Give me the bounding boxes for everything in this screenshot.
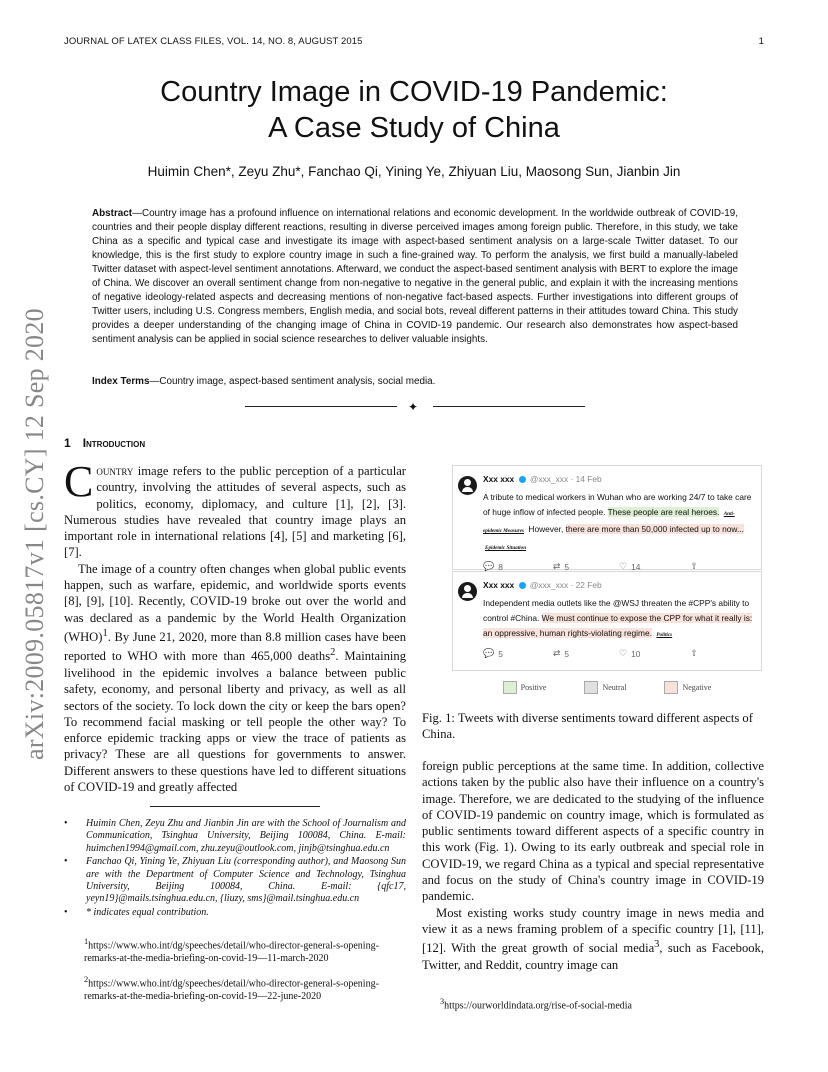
abstract-label: Abstract — [92, 208, 133, 219]
aspect-tag: Epidemic Situation — [485, 545, 527, 551]
tweet-actions — [483, 649, 698, 659]
intro-paragraph-2: The image of a country often changes when global public events happen, such as warfare, epidemic, and worldwide sports events [8], [9], [10]. Recently, COVID-19 broke out over the world and was declared as a pandemic by the World Health Organization (WHO)$^1$. By June 21, 2020, more than 8.8 million cases have been reported to WHO with more than 465,000 deaths$^2$. Maintaining livelihood in the epidemic involves a balance between public safety, economy, and personal liberty and privacy, as well as all sectors of the society. To lock down the city or keep the bars open? To recommend facial masking or tell people the other way? To enforce epidemic tracking apps or view the trace of patients as privacy? These are all questions for governments to answer. Different answers to these questions have led to different situations of COVID-19 and greatly affected — [64, 561, 406, 795]
positive-swatch — [503, 681, 517, 694]
footnote-ref-1[interactable]: 1 — [102, 627, 108, 639]
footnote-2-url[interactable]: https://www.who.int/dg/speeches/detail/who-director-general-s-opening-remarks-at-the-media-briefing-on-covid-19—22-june-2020 — [84, 978, 379, 1002]
heart-icon: ♡ — [619, 649, 628, 659]
share-icon: ⇧ — [690, 562, 698, 572]
right-column-body — [422, 758, 764, 973]
negative-span: there are more than 50,000 infected up to now... — [565, 524, 744, 534]
running-header — [64, 36, 764, 47]
left-column-body — [64, 457, 406, 795]
retweet-icon: ⇄ — [552, 562, 561, 572]
index-terms-text: —Country image, aspect-based sentiment analysis, social media. — [149, 376, 436, 387]
legend-neutral: Neutral — [584, 681, 626, 694]
heart-icon: ♡ — [619, 562, 628, 572]
tweet-author: Xxx xxx — [483, 580, 515, 590]
legend-positive: Positive — [503, 681, 547, 694]
reply-icon: 💬 — [483, 562, 495, 572]
section-divider — [245, 402, 585, 412]
index-terms-label: Index Terms — [92, 376, 150, 387]
abstract-text: —Country image has a profound influence on international relations and economic development. In the worldwide outbreak of COVID-19, countries and their people display different reactions, resulting in diverse perceived images among foreign public. Therefore, in this study, we take China as a specific and typical case and investigate its image with aspect-based sentiment analysis on a large-scale Twitter dataset. To our knowledge, this is the first study to explore country image in such a fine-grained way. To perform the analysis, we first build a manually-labeled Twitter dataset with aspect-level sentiment annotations. Afterward, we conduct the aspect-based sentiment analysis with BERT to explore the image of China. We discover an overall sentiment change from non-negative to negative in the general public, and explain it with the increasing mentions of negative ideology-related aspects and decreasing mentions of non-negative fact-based aspects. Further investigations into different groups of Twitter users, including U.S. Congress members, English media, and social bots, reveal different patterns in their attitudes toward China. This study provides a deeper understanding of the changing image of China in COVID-19 pandemic. Our research also demonstrates how aspect-based sentiment analysis can be applied in social science researches to deliver valuable insights. — [92, 208, 738, 345]
like-count[interactable]: ♡ 10 — [619, 649, 641, 659]
page-number: 1 — [758, 36, 764, 47]
retweet-count[interactable]: ⇄ 5 — [552, 562, 570, 572]
footnote-ref-2[interactable]: 2 — [330, 647, 336, 659]
tweet-author: Xxx xxx — [483, 474, 515, 484]
verified-icon — [519, 476, 526, 483]
divider-line-right — [433, 406, 585, 407]
index-terms — [92, 376, 738, 387]
paper-title — [64, 74, 764, 146]
intro-paragraph-1: Country image refers to the public perception of a particular country, involving the attitudes of several aspects, such as politics, economy, diplomacy, and culture [1], [2], [3]. Numerous studies have revealed that country image plays an important role in international relations [4], [5] and marketing [6], [7]. — [64, 457, 406, 560]
arxiv-watermark: arXiv:2009.05817v1 [cs.CY] 12 Sep 2020 — [20, 308, 49, 760]
tweet-text: Independent media outlets like the @WSJ threaten the #CPP's ability to control #China. We must continue to expose the CPP for what it really is: an oppressive, human rights-violating regime. Politics — [483, 598, 753, 638]
retweet-icon: ⇄ — [552, 649, 561, 659]
avatar-icon — [458, 476, 477, 495]
title-line-1: Country Image in COVID-19 Pandemic: — [160, 76, 668, 108]
neutral-swatch — [584, 681, 598, 694]
right-paragraph-2: Most existing works study country image in news media and view it as a news framing problem of a specific country [1], [11], [12]. With the great growth of social media$^3$, such as Facebook, Twitter, and Reddit, country image can — [422, 905, 764, 972]
section-heading — [64, 436, 145, 450]
affiliations — [64, 818, 406, 920]
negative-swatch — [664, 681, 678, 694]
verified-icon — [519, 582, 526, 589]
footnote-2: $^2$https://www.who.int/dg/speeches/detail/who-director-general-s-opening-remarks-at-the-media-briefing-on-covid-19—22-june-2020 — [84, 975, 379, 1002]
divider-line-left — [245, 406, 397, 407]
title-line-2: A Case Study of China — [268, 112, 560, 144]
footnote-1-url[interactable]: https://www.who.int/dg/speeches/detail/who-director-general-s-opening-remarks-at-the-media-briefing-on-covid-19—11-march-2020 — [84, 940, 379, 964]
share-icon: ⇧ — [690, 649, 698, 659]
share-button[interactable] — [690, 649, 698, 659]
like-count[interactable]: ♡ 14 — [619, 562, 641, 572]
legend-negative: Negative — [664, 681, 711, 694]
footnote-3: $^3$https://ourworldindata.org/rise-of-social-media — [440, 997, 632, 1012]
abstract — [92, 207, 738, 347]
reply-icon: 💬 — [483, 649, 495, 659]
right-paragraph-1: foreign public perceptions at the same time. In addition, collective actions taken by the public also have their influence on a country's image. Therefore, we are dedicated to the studying of the influence of COVID-19 pandemic on country image, which is formulated as public sentiments toward different aspects of a specific country in this work (Fig. 1). Owing to its early outbreak and special role in COVID-19, we regard China as a typical and special representative and focus on the study of China's country image in COVID-19 pandemic. — [422, 759, 764, 904]
footnote-3-url[interactable]: https://ourworldindata.org/rise-of-social-media — [444, 1000, 632, 1012]
avatar-icon — [458, 582, 477, 601]
affiliation-1: • Huimin Chen, Zeyu Zhu and Jianbin Jin are with the School of Journalism and Communication, Tsinghua University, Beijing 100084, China. E-mail: huimchen1994@gmail.com, zhu.zeyu@outlook.com, jinjb@tsinghua.edu.cn — [64, 818, 406, 855]
tweet-meta: @xxx_xxx · 14 Feb — [529, 474, 602, 484]
tweet-meta: @xxx_xxx · 22 Feb — [529, 580, 602, 590]
positive-span: These people are real heroes. — [607, 507, 720, 517]
reply-count[interactable]: 💬 5 — [483, 649, 503, 659]
tweet-card — [452, 571, 762, 671]
footnote-1: $^1$https://www.who.int/dg/speeches/detail/who-director-general-s-opening-remarks-at-the-media-briefing-on-covid-19—11-march-2020 — [84, 937, 379, 964]
drop-cap: C — [64, 457, 94, 506]
affiliation-2: • Fanchao Qi, Yining Ye, Zhiyuan Liu (corresponding author), and Maosong Sun are with the Department of Computer Science and Technology, Tsinghua University, Beijing 100084, China. E-mail: {qfc17, yeyn19}@mails.tsinghua.edu.cn, {liuzy, sms}@mail.tsinghua.edu.cn — [64, 856, 406, 906]
lead-word: ountry — [96, 464, 134, 478]
footnote-rule — [150, 806, 320, 807]
section-title: Introduction — [82, 436, 146, 450]
journal-name: JOURNAL OF LATEX CLASS FILES, VOL. 14, NO. 8, AUGUST 2015 — [64, 36, 363, 47]
section-number: 1 — [64, 436, 71, 450]
figure-caption: Fig. 1: Tweets with diverse sentiments toward different aspects of China. — [422, 711, 753, 741]
aspect-tag: Politics — [656, 632, 673, 638]
retweet-count[interactable]: ⇄ 5 — [552, 649, 570, 659]
sentiment-legend — [452, 681, 762, 694]
tweet-card — [452, 465, 762, 570]
tweet-text: A tribute to medical workers in Wuhan who are working 24/7 to take care of huge inflow of infected people. These people are real heroes. Anti-epidemic Measures However, there are more than 50,000 infected up to now... Epidemic Situation — [483, 492, 752, 551]
affiliation-3: • * indicates equal contribution. — [64, 907, 406, 919]
author-list: Huimin Chen*, Zeyu Zhu*, Fanchao Qi, Yining Ye, Zhiyuan Liu, Maosong Sun, Jianbin Jin — [147, 164, 681, 179]
footnote-ref-3[interactable]: 3 — [654, 939, 660, 951]
figure-1 — [452, 465, 762, 694]
negative-span: We must continue to expose the CPP for what it really is: an oppressive, human rights-violating regime. — [483, 613, 753, 638]
diamond-icon: ✦ — [408, 400, 419, 414]
reply-count[interactable]: 💬 8 — [483, 562, 503, 572]
aspect-tag: Anti-epidemic Measures — [483, 511, 735, 534]
